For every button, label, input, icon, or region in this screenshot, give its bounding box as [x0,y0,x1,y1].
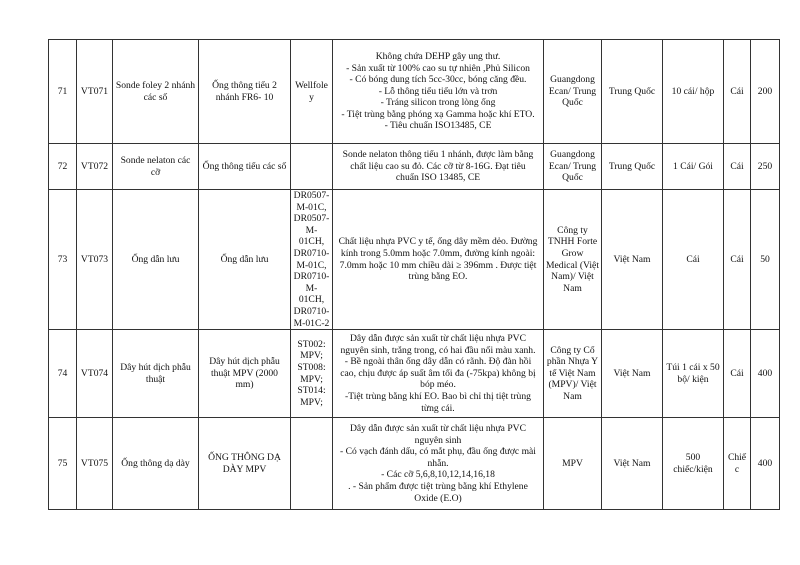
description-line: Chất liệu nhựa PVC y tế, ống dây mềm dẻo. Đường kính trong 5.0mm hoặc 7.0mm, đường kính ngoài: 7.0mm hoặc 10 mm chiều dài ≥ 396mm . Được tiệt trùng bằng EO. [338,236,538,283]
description-line: - Các cỡ 5,6,8,10,12,14,16,18 [381,469,495,481]
row-spec: ỐNG THÔNG DẠ DÀY MPV [199,418,291,510]
row-name: Sonde nelaton các cỡ [113,144,199,190]
row-manufacturer: MPV [544,418,602,510]
row-code: VT072 [77,144,113,190]
row-packing: 10 cái/ hộp [663,40,724,144]
description-line: - Sản xuất từ 100% cao su tự nhiên ,Phủ Silicon [346,62,530,74]
row-origin: Trung Quốc [602,40,663,144]
row-model: ST002: MPV; ST008: MPV; ST014: MPV; [291,330,333,418]
row-spec: Ống thông tiểu 2 nhánh FR6- 10 [199,40,291,144]
row-code: VT074 [77,330,113,418]
row-quantity: 400 [751,330,780,418]
description-line: - Tráng silicon trong lòng ống [380,97,496,109]
row-origin: Việt Nam [602,330,663,418]
row-manufacturer: Công ty Cổ phần Nhựa Y tế Việt Nam (MPV)/ Việt Nam [544,330,602,418]
description-line: - Lỗ thông tiểu tiểu lớn và trơn [378,85,498,97]
row-packing: 500 chiếc/kiện [663,418,724,510]
description-line: - Tiệt trùng bằng phóng xạ Gamma hoặc khí ETO. [341,108,535,120]
row-unit: Cái [724,190,751,330]
table-row [49,418,780,510]
row-name: Dây hút dịch phẫu thuật [113,330,199,418]
row-description [333,144,544,190]
row-spec: Ống dẫn lưu [199,190,291,330]
row-quantity: 400 [751,418,780,510]
description-line: . - Sản phẩm được tiệt trùng bằng khí Ethylene Oxide (E.O) [348,481,528,504]
row-code: VT073 [77,190,113,330]
description-line: - Bề ngoài thân ống dây dẫn có rãnh. Độ đàn hồi cao, chịu được áp suất âm tối đa (-75kpa) không bị bóp méo. [340,356,536,391]
row-quantity: 250 [751,144,780,190]
row-model: Wellfoley [291,40,333,144]
row-spec: Ống thông tiểu các số [199,144,291,190]
row-model: DR0507-M-01C, DR0507-M-01CH, DR0710-M-01C, DR0710-M-01CH, DR0710-M-01C-2 [291,190,333,330]
description-line: - Tiêu chuẩn ISO13485, CE [384,120,492,132]
row-stt: 72 [49,144,77,190]
row-origin: Việt Nam [602,190,663,330]
description-line: Không chứa DEHP gây ung thư. [375,50,501,62]
row-stt: 74 [49,330,77,418]
description-line: Dây dẫn được sản xuất từ chất liệu nhựa PVC nguyên sinh [350,423,526,446]
table-row [49,40,780,144]
row-manufacturer: Guangdong Ecan/ Trung Quốc [544,40,602,144]
description-line: - Có bóng dung tích 5cc-30cc, bóng căng đều. [349,74,527,86]
row-unit: Cái [724,144,751,190]
row-description [333,40,544,144]
table-row [49,330,780,418]
description-line: - Có vạch đánh dấu, có mắt phụ, đầu ống được mài nhẵn. [340,446,536,469]
row-description [333,418,544,510]
row-unit: Cái [724,330,751,418]
equipment-table [48,39,780,510]
row-quantity: 200 [751,40,780,144]
row-model [291,144,333,190]
row-packing: 1 Cái/ Gói [663,144,724,190]
row-origin: Việt Nam [602,418,663,510]
row-code: VT071 [77,40,113,144]
row-stt: 71 [49,40,77,144]
row-description [333,330,544,418]
table-row [49,144,780,190]
table-row [49,190,780,330]
row-unit: Cái [724,40,751,144]
row-unit: Chiếc [724,418,751,510]
row-quantity: 50 [751,190,780,330]
row-name: Sonde foley 2 nhánh các số [113,40,199,144]
row-name: Ống dẫn lưu [113,190,199,330]
row-description [333,190,544,330]
row-name: Ống thông dạ dày [113,418,199,510]
table-body [49,40,780,510]
row-spec: Dây hút dịch phẫu thuật MPV (2000 mm) [199,330,291,418]
row-model [291,418,333,510]
row-manufacturer: Công ty TNHH Forte Grow Medical (Việt Nam)/ Việt Nam [544,190,602,330]
row-manufacturer: Guangdong Ecan/ Trung Quốc [544,144,602,190]
row-code: VT075 [77,418,113,510]
row-origin: Trung Quốc [602,144,663,190]
row-stt: 73 [49,190,77,330]
row-stt: 75 [49,418,77,510]
description-line: Dây dẫn được sản xuất từ chất liệu nhựa PVC nguyên sinh, trắng trong, có hai đầu nối màu xanh. [340,333,536,356]
description-line: Sonde nelaton thông tiểu 1 nhánh, được làm bằng chất liệu cao su đỏ. Các cỡ từ 8-16G. Đạt tiêu chuẩn ISO 13485, CE [342,149,534,184]
row-packing: Cái [663,190,724,330]
description-line: -Tiệt trùng bằng khí EO. Bao bì chỉ thị tiệt trùng từng cái. [345,391,531,414]
row-packing: Túi 1 cái x 50 bộ/ kiện [663,330,724,418]
